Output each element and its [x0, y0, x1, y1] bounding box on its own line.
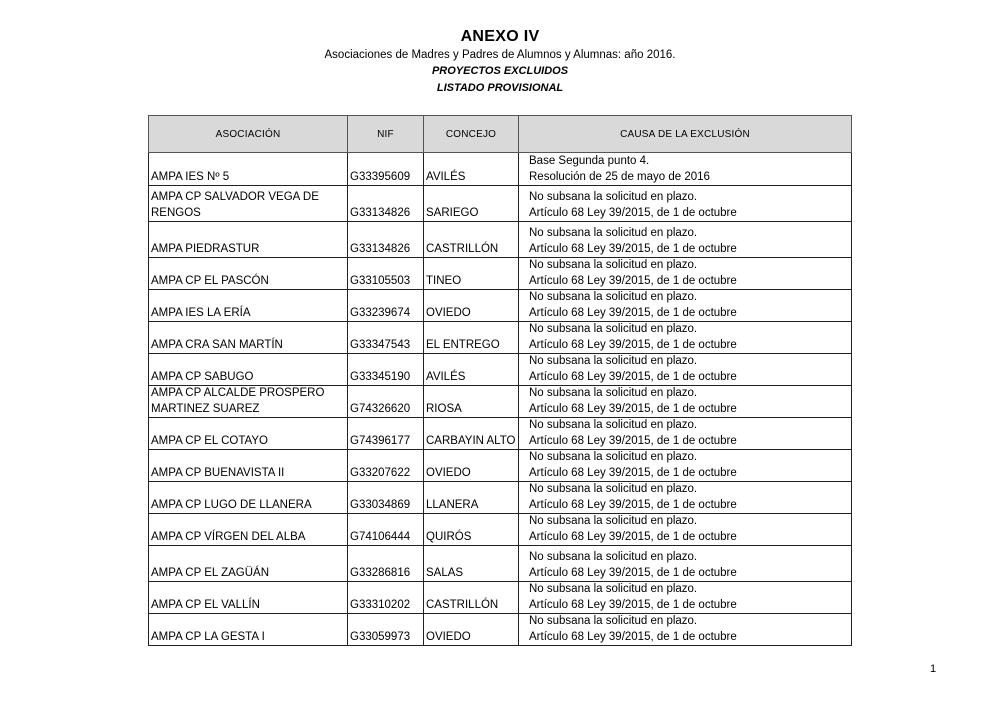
- cell-line: RENGOS: [151, 206, 201, 219]
- cell-line: AMPA IES Nº 5: [151, 170, 230, 183]
- list-status-title: LISTADO PROVISIONAL: [436, 82, 564, 94]
- cell-nif: G33105503: [348, 258, 424, 290]
- cell-line: No subsana la solicitud en plazo.: [529, 419, 698, 431]
- cell-line: Artículo 68 Ley 39/2015, de 1 de octubre: [529, 598, 737, 611]
- table-row: [149, 354, 852, 386]
- cell-causa: [519, 418, 852, 450]
- table-row: [149, 153, 852, 186]
- cell-concejo: LLANERA: [424, 482, 519, 514]
- cell-concejo: AVILÉS: [424, 354, 519, 386]
- cell-line: [151, 354, 345, 370]
- cell-line: AMPA CP EL VALLÍN: [151, 598, 260, 611]
- table-row: [149, 258, 852, 290]
- cell-line: Artículo 68 Ley 39/2015, de 1 de octubre: [529, 434, 737, 447]
- cell-concejo: OVIEDO: [424, 614, 519, 646]
- cell-line: [151, 582, 345, 598]
- cell-line: Artículo 68 Ley 39/2015, de 1 de octubre: [529, 630, 737, 643]
- page-number: 1: [930, 663, 937, 675]
- cell-line: Artículo 68 Ley 39/2015, de 1 de octubre: [529, 306, 737, 319]
- cell-causa: [519, 153, 852, 186]
- cell-line: Artículo 68 Ley 39/2015, de 1 de octubre: [529, 242, 737, 255]
- cell-causa: [519, 482, 852, 514]
- cell-nif: G33395609: [348, 153, 424, 186]
- cell-line: No subsana la solicitud en plazo.: [529, 323, 698, 335]
- cell-nif: G33310202: [348, 582, 424, 614]
- cell-line: AMPA CP BUENAVISTA II: [151, 466, 285, 479]
- section-title: PROYECTOS EXCLUIDOS: [431, 65, 569, 77]
- cell-asociacion: [149, 153, 348, 186]
- cell-asociacion: [149, 450, 348, 482]
- cell-line: [151, 418, 345, 434]
- cell-asociacion: [149, 514, 348, 546]
- cell-nif: G33345190: [348, 354, 424, 386]
- cell-concejo: TINEO: [424, 258, 519, 290]
- cell-nif: G74326620: [348, 386, 424, 418]
- cell-line: [151, 226, 345, 242]
- cell-line: Artículo 68 Ley 39/2015, de 1 de octubre: [529, 498, 737, 511]
- cell-nif: G33239674: [348, 290, 424, 322]
- cell-line: No subsana la solicitud en plazo.: [529, 387, 698, 399]
- cell-line: AMPA CP EL PASCÓN: [151, 274, 269, 287]
- cell-line: No subsana la solicitud en plazo.: [529, 355, 698, 367]
- cell-line: No subsana la solicitud en plazo.: [529, 291, 698, 303]
- cell-asociacion: [149, 258, 348, 290]
- cell-asociacion: [149, 614, 348, 646]
- cell-line: Base Segunda punto 4.: [529, 155, 650, 167]
- cell-line: Artículo 68 Ley 39/2015, de 1 de octubre: [529, 530, 737, 543]
- cell-line: AMPA CP ALCALDE PROSPERO: [151, 387, 325, 399]
- cell-line: Resolución de 25 de mayo de 2016: [529, 170, 710, 183]
- cell-asociacion: [149, 482, 348, 514]
- cell-line: No subsana la solicitud en plazo.: [529, 483, 698, 495]
- cell-asociacion: [149, 222, 348, 258]
- table-body: [149, 153, 852, 646]
- excluded-projects-table: [148, 115, 852, 646]
- table-row: [149, 418, 852, 450]
- cell-line: Artículo 68 Ley 39/2015, de 1 de octubre: [529, 466, 737, 479]
- cell-asociacion: [149, 354, 348, 386]
- cell-concejo: OVIEDO: [424, 290, 519, 322]
- cell-line: AMPA CP LUGO DE LLANERA: [151, 498, 312, 511]
- cell-line: AMPA CP VÍRGEN DEL ALBA: [151, 530, 306, 543]
- cell-line: [151, 514, 345, 530]
- cell-line: [151, 482, 345, 498]
- column-header-causa: CAUSA DE LA EXCLUSIÓN: [519, 116, 852, 153]
- cell-line: Artículo 68 Ley 39/2015, de 1 de octubre: [529, 566, 737, 579]
- cell-asociacion: [149, 290, 348, 322]
- cell-asociacion: [149, 186, 348, 222]
- cell-line: Artículo 68 Ley 39/2015, de 1 de octubre: [529, 402, 737, 415]
- cell-nif: G33034869: [348, 482, 424, 514]
- cell-line: [151, 154, 345, 170]
- cell-causa: [519, 290, 852, 322]
- cell-line: Artículo 68 Ley 39/2015, de 1 de octubre: [529, 206, 737, 219]
- cell-causa: [519, 614, 852, 646]
- cell-line: No subsana la solicitud en plazo.: [529, 551, 698, 563]
- cell-causa: [519, 386, 852, 418]
- cell-line: AMPA CP SALVADOR VEGA DE: [151, 191, 319, 203]
- cell-line: [151, 290, 345, 306]
- document-header: [0, 27, 1000, 97]
- column-header-nif: NIF: [348, 116, 424, 153]
- table-row: [149, 482, 852, 514]
- cell-asociacion: [149, 418, 348, 450]
- cell-line: AMPA CP SABUGO: [151, 370, 254, 383]
- table-row: [149, 386, 852, 418]
- cell-asociacion: [149, 546, 348, 582]
- cell-line: No subsana la solicitud en plazo.: [529, 583, 698, 595]
- column-header-asociacion: ASOCIACIÓN: [149, 116, 348, 153]
- table-row: [149, 582, 852, 614]
- cell-concejo: SALAS: [424, 546, 519, 582]
- cell-line: Artículo 68 Ley 39/2015, de 1 de octubre: [529, 338, 737, 351]
- page-title: ANEXO IV: [460, 28, 540, 45]
- cell-causa: [519, 546, 852, 582]
- cell-line: [151, 322, 345, 338]
- cell-line: AMPA IES LA ERÍA: [151, 306, 251, 319]
- table-row: [149, 614, 852, 646]
- cell-line: AMPA CP EL COTAYO: [151, 434, 268, 447]
- cell-nif: G74396177: [348, 418, 424, 450]
- cell-concejo: QUIRÓS: [424, 514, 519, 546]
- cell-line: Artículo 68 Ley 39/2015, de 1 de octubre: [529, 274, 737, 287]
- cell-line: [151, 550, 345, 566]
- table-row: [149, 322, 852, 354]
- column-header-concejo: CONCEJO: [424, 116, 519, 153]
- cell-concejo: CARBAYIN ALTO: [424, 418, 519, 450]
- cell-causa: [519, 258, 852, 290]
- cell-line: No subsana la solicitud en plazo.: [529, 259, 698, 271]
- cell-line: AMPA PIEDRASTUR: [151, 242, 260, 255]
- cell-line: No subsana la solicitud en plazo.: [529, 615, 698, 627]
- cell-line: AMPA CP EL ZAGÜÁN: [151, 566, 270, 579]
- cell-line: No subsana la solicitud en plazo.: [529, 227, 698, 239]
- cell-causa: [519, 514, 852, 546]
- cell-causa: [519, 582, 852, 614]
- cell-causa: [519, 222, 852, 258]
- cell-line: AMPA CP LA GESTA I: [151, 630, 265, 643]
- cell-nif: G33286816: [348, 546, 424, 582]
- table-row: [149, 514, 852, 546]
- cell-line: No subsana la solicitud en plazo.: [529, 191, 698, 203]
- cell-asociacion: [149, 386, 348, 418]
- cell-line: AMPA CRA SAN MARTÍN: [151, 338, 283, 351]
- cell-line: No subsana la solicitud en plazo.: [529, 451, 698, 463]
- cell-line: MARTINEZ SUAREZ: [151, 402, 260, 415]
- cell-nif: G74106444: [348, 514, 424, 546]
- cell-concejo: RIOSA: [424, 386, 519, 418]
- cell-line: [151, 258, 345, 274]
- cell-concejo: EL ENTREGO: [424, 322, 519, 354]
- cell-concejo: AVILÉS: [424, 153, 519, 186]
- cell-concejo: SARIEGO: [424, 186, 519, 222]
- cell-line: No subsana la solicitud en plazo.: [529, 515, 698, 527]
- cell-concejo: OVIEDO: [424, 450, 519, 482]
- page-subtitle: Asociaciones de Madres y Padres de Alumnos y Alumnas: año 2016.: [324, 49, 676, 61]
- cell-nif: G33207622: [348, 450, 424, 482]
- cell-asociacion: [149, 582, 348, 614]
- table-row: [149, 450, 852, 482]
- cell-concejo: CASTRILLÓN: [424, 582, 519, 614]
- cell-nif: G33134826: [348, 222, 424, 258]
- cell-causa: [519, 322, 852, 354]
- cell-line: [151, 614, 345, 630]
- table-row: [149, 290, 852, 322]
- cell-line: [151, 450, 345, 466]
- cell-causa: [519, 354, 852, 386]
- cell-causa: [519, 450, 852, 482]
- cell-causa: [519, 186, 852, 222]
- cell-line: Artículo 68 Ley 39/2015, de 1 de octubre: [529, 370, 737, 383]
- table-row: [149, 186, 852, 222]
- table-header-row: [149, 116, 852, 153]
- table-row: [149, 222, 852, 258]
- cell-concejo: CASTRILLÓN: [424, 222, 519, 258]
- cell-nif: G33347543: [348, 322, 424, 354]
- cell-nif: G33134826: [348, 186, 424, 222]
- table-row: [149, 546, 852, 582]
- cell-asociacion: [149, 322, 348, 354]
- cell-nif: G33059973: [348, 614, 424, 646]
